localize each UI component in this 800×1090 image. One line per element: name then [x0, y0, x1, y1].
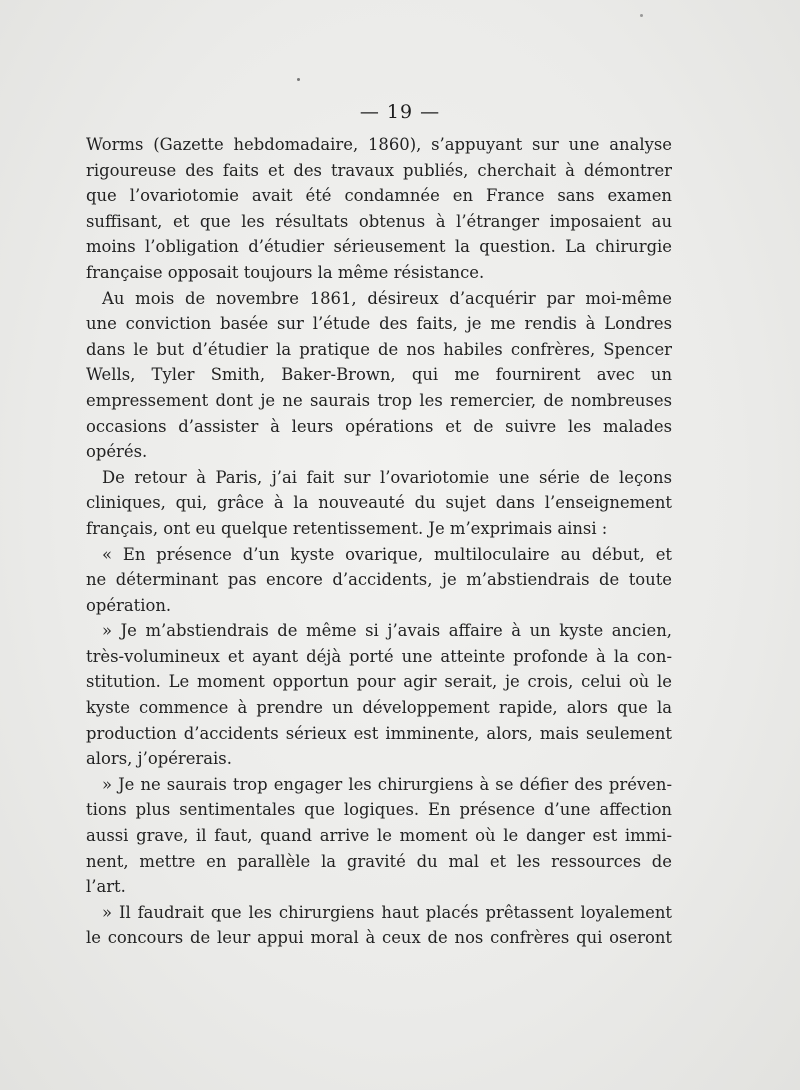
text-line: » Je ne saurais trop engager les chirurgiens à se défier des préven-: [102, 774, 672, 794]
text-line: suffisant, et que les résultats obtenus à l’étranger imposaient au: [86, 211, 672, 231]
text-line: ne déterminant pas encore d’accidents, je m’abstiendrais de toute: [86, 570, 672, 590]
text-line: très-volumineux et ayant déjà porté une atteinte profonde à la con-: [86, 646, 672, 666]
text-line: dans le but d’étudier la pratique de nos habiles confrères, Spencer: [86, 339, 672, 359]
text-line: » Il faudrait que les chirurgiens haut placés prêtassent loyalement: [102, 902, 672, 922]
text-line: stitution. Le moment opportun pour agir serait, je crois, celui où le: [86, 672, 672, 692]
text-line: française opposait toujours la même résistance.: [86, 262, 485, 282]
text-line: cliniques, qui, grâce à la nouveauté du sujet dans l’enseignement: [86, 493, 672, 513]
text-line: français, ont eu quelque retentissement. Je m’exprimais ainsi :: [86, 518, 608, 538]
text-line: Worms (Gazette hebdomadaire, 1860), s’appuyant sur une analyse: [86, 135, 672, 154]
text-line: empressement dont je ne saurais trop les remercier, de nombreuses: [86, 390, 672, 410]
text-line: opération.: [86, 595, 172, 615]
text-line: moins l’obligation d’étudier sérieusement la question. La chirurgie: [86, 237, 672, 257]
text-line: Wells, Tyler Smith, Baker-Brown, qui me fournirent avec un: [86, 365, 672, 385]
body-text: [86, 132, 672, 951]
text-line: l’art.: [86, 877, 126, 897]
text-line: « En présence d’un kyste ovarique, multiloculaire au début, et: [102, 544, 672, 564]
text-line: opérés.: [86, 442, 148, 462]
paper-speck: [640, 14, 643, 17]
text-line: Au mois de novembre 1861, désireux d’acquérir par moi-même: [102, 288, 672, 308]
text-line: une conviction basée sur l’étude des faits, je me rendis à Londres: [86, 314, 672, 334]
text-line: le concours de leur appui moral à ceux de nos confrères qui oseront: [86, 928, 672, 948]
text-line: nent, mettre en parallèle la gravité du mal et les ressources de: [86, 851, 672, 871]
text-line: alors, j’opérerais.: [86, 749, 232, 769]
text-line: De retour à Paris, j’ai fait sur l’ovariotomie une série de leçons: [102, 467, 672, 487]
text-line: kyste commence à prendre un développement rapide, alors que la: [86, 698, 672, 718]
text-line: aussi grave, il faut, quand arrive le moment où le danger est immi-: [86, 826, 672, 846]
text-line: que l’ovariotomie avait été condamnée en France sans examen: [86, 186, 672, 206]
text-line: rigoureuse des faits et des travaux publiés, cherchait à démontrer: [86, 160, 672, 180]
text-line: occasions d’assister à leurs opérations et de suivre les malades: [86, 416, 672, 436]
text-line: production d’accidents sérieux est imminente, alors, mais seulement: [86, 723, 672, 743]
text-line: » Je m’abstiendrais de même si j’avais affaire à un kyste ancien,: [102, 621, 672, 641]
paper-speck: [297, 78, 300, 81]
text-line: tions plus sentimentales que logiques. En présence d’une affection: [86, 800, 672, 820]
page-number: — 19 —: [359, 101, 441, 123]
